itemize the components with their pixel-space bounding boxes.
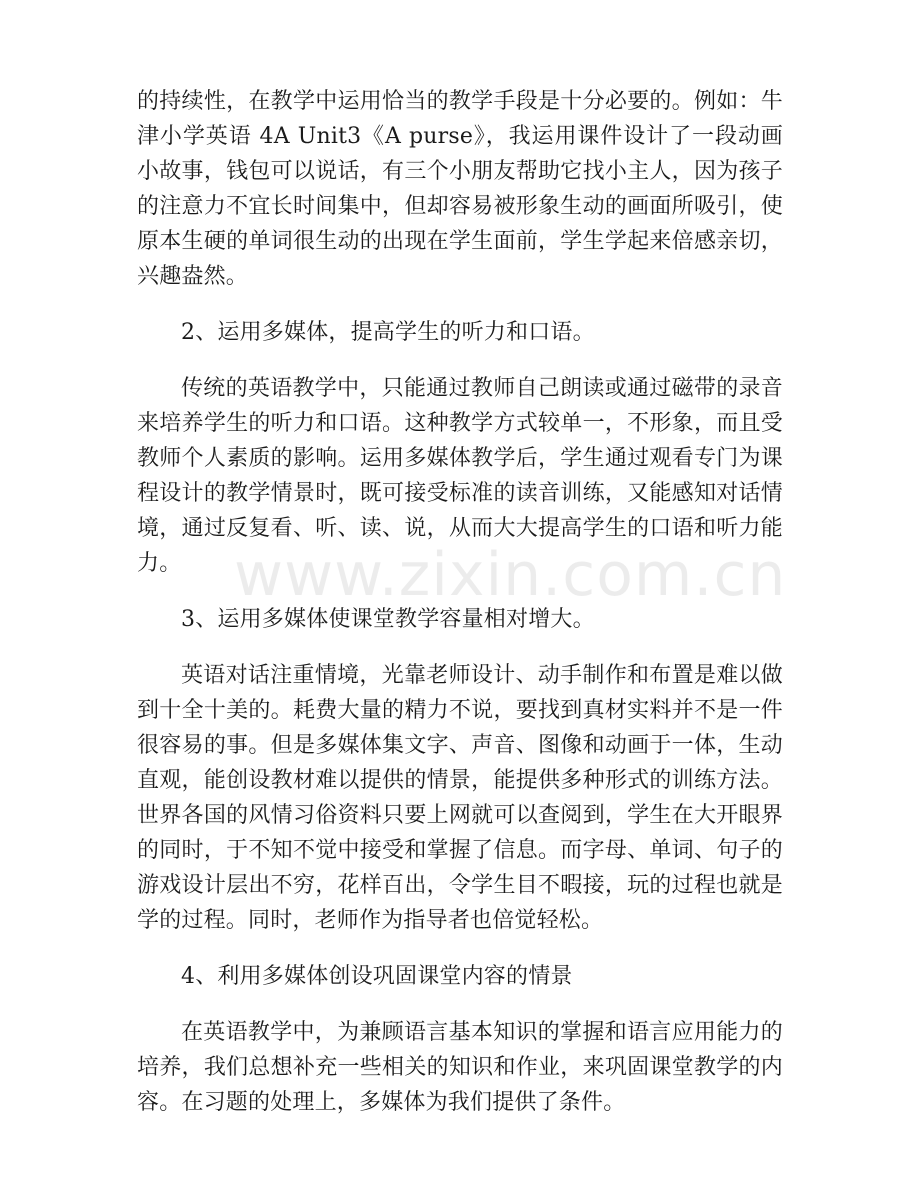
watermark: www.zixin.com.cn <box>234 540 787 610</box>
paragraph-listening-speaking: 传统的英语教学中，只能通过教师自己朗读或通过磁带的录音来培养学生的听力和口语。这种教学方式较单一，不形象，而且受教师个人素质的影响。运用多媒体教学后，学生通过观看专门为课程设计的教学情景时，既可接受标准的读音训练，又能感知对话情境，通过反复看、听、读、说，从而大大提高学生的口语和听力能力。 <box>137 376 783 576</box>
paragraph-consolidation: 在英语教学中，为兼顾语言基本知识的掌握和语言应用能力的培养，我们总想补充一些相关的知识和作业，来巩固课堂教学的内容。在习题的处理上，多媒体为我们提供了条件。 <box>137 1020 783 1115</box>
section-heading-3: 3、运用多媒体使课堂教学容量相对增大。 <box>181 607 595 632</box>
section-heading-4: 4、利用多媒体创设巩固课堂内容的情景 <box>181 964 573 989</box>
section-heading-2: 2、运用多媒体，提高学生的听力和口语。 <box>181 320 595 345</box>
paragraph-classroom-capacity: 英语对话注重情境，光靠老师设计、动手制作和布置是难以做到十全十美的。耗费大量的精力不说，要找到真材实料并不是一件很容易的事。但是多媒体集文字、声音、图像和动画于一体，生动直观，能创设教材难以提供的情景，能提供多种形式的训练方法。世界各国的风情习俗资料只要上网就可以查阅到，学生在大开眼界的同时，于不知不觉中接受和掌握了信息。而字母、单词、句子的游戏设计层出不穷，花样百出，令学生目不暇接，玩的过程也就是学的过程。同时，老师作为指导者也倍觉轻松。 <box>137 663 783 933</box>
document-body <box>137 84 783 1141</box>
paragraph-intro-continuation: 的持续性，在教学中运用恰当的教学手段是十分必要的。例如：牛津小学英语 4A Unit3《A purse》，我运用课件设计了一段动画小故事，钱包可以说话，有三个小朋友帮助它找小主人，因为孩子的注意力不宜长时间集中，但却容易被形象生动的画面所吸引，使原本生硬的单词很生动的出现在学生面前，学生学起来倍感亲切，兴趣盎然。 <box>137 89 783 289</box>
